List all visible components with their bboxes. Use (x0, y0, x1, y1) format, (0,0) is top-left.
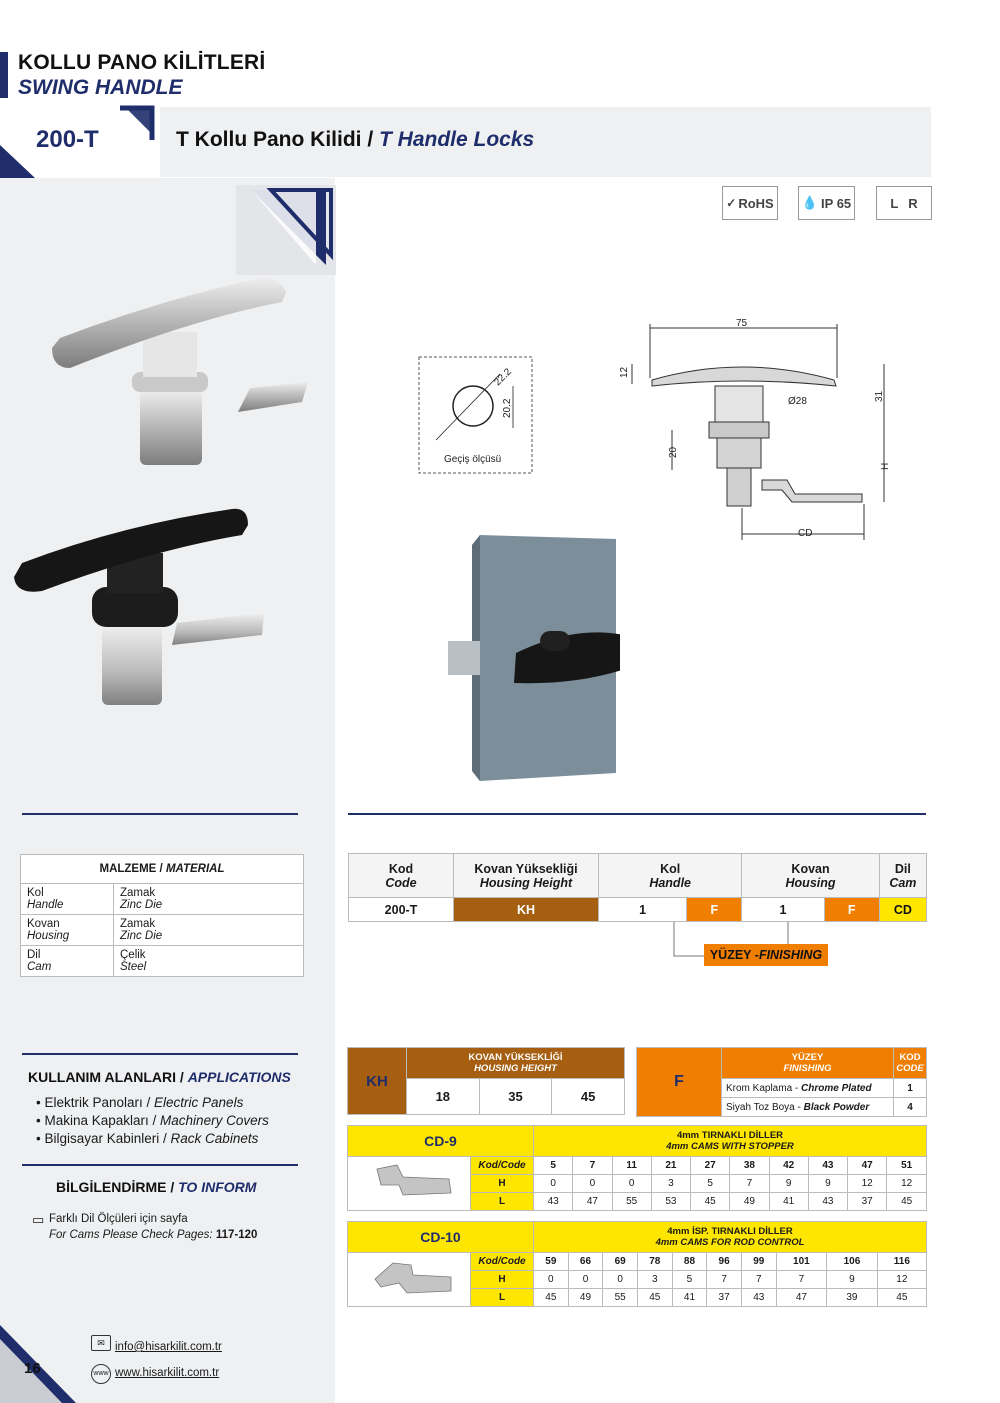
cd9-l: 41 (769, 1193, 808, 1211)
housing-num: 1 (742, 898, 824, 922)
cd10-table (347, 1221, 927, 1307)
cutout-drawing (418, 356, 533, 474)
dim-12: 12 (619, 366, 630, 378)
cd10-l: 39 (827, 1289, 878, 1307)
cd10-l: 47 (776, 1289, 827, 1307)
cd9-code: 27 (691, 1157, 730, 1175)
handle-num: 1 (599, 898, 687, 922)
f-header: YÜZEY FINISHING (722, 1048, 894, 1079)
cd9-cam-image (348, 1157, 471, 1211)
kh-label: KH (348, 1048, 407, 1115)
cd9-code: 42 (769, 1157, 808, 1175)
product-code: 200-T (36, 126, 99, 153)
cd9-l: 37 (848, 1193, 887, 1211)
housing-finish: F (824, 898, 879, 922)
applications-list (36, 1094, 269, 1148)
cd9-row-label: H (471, 1175, 534, 1193)
finishing-label: YÜZEY - FINISHING (704, 944, 828, 966)
housing-height-table (347, 1047, 625, 1115)
cd9-table (347, 1125, 927, 1211)
cd9-l: 55 (612, 1193, 651, 1211)
cd10-code: 69 (603, 1253, 638, 1271)
cd9-row-label: Kod/Code (471, 1157, 534, 1175)
cd9-l: 43 (808, 1193, 847, 1211)
cd10-l: 49 (568, 1289, 603, 1307)
cd10-h: 9 (827, 1271, 878, 1289)
col-header-housing-height: Kovan Yüksekliği Housing Height (454, 854, 599, 898)
cd9-l: 53 (651, 1193, 690, 1211)
cd9-h: 3 (651, 1175, 690, 1193)
material-row: Dil Cam Çelik Steel (21, 946, 304, 977)
cam-value: CD (879, 898, 926, 922)
page-number: 16 (24, 1360, 41, 1377)
ordering-code-table (348, 853, 927, 922)
kh-value: 18 (407, 1079, 480, 1115)
black-t-handle-image (12, 495, 272, 720)
cd10-h: 0 (568, 1271, 603, 1289)
mail-icon: ✉ (91, 1335, 111, 1351)
cutout-dim-2: 20.2 (502, 398, 513, 418)
product-title: T Kollu Pano Kilidi / T Handle Locks (176, 128, 535, 151)
cd9-h: 12 (848, 1175, 887, 1193)
left-separator-3 (22, 1164, 298, 1166)
cd10-h: 3 (637, 1271, 672, 1289)
panel-mounted-image (440, 535, 620, 785)
cd9-code: 5 (534, 1157, 573, 1175)
cd10-code: 116 (877, 1253, 926, 1271)
cd10-row-label: L (471, 1289, 534, 1307)
right-separator-1 (348, 813, 926, 815)
dim-h: H (880, 462, 891, 470)
cd9-h: 0 (573, 1175, 612, 1193)
cd9-l: 49 (730, 1193, 769, 1211)
cd10-row-label: H (471, 1271, 534, 1289)
cd9-l: 47 (573, 1193, 612, 1211)
f-label: F (637, 1048, 722, 1117)
cd10-l: 45 (534, 1289, 569, 1307)
finish-row: Siyah Toz Boya - Black Powder (722, 1098, 894, 1117)
cd9-code: 47 (848, 1157, 887, 1175)
cd9-header: 4mm TIRNAKLI DİLLER 4mm CAMS WITH STOPPER (534, 1126, 927, 1157)
finishing-table (636, 1047, 927, 1117)
cd10-l: 43 (741, 1289, 776, 1307)
cd10-code: 66 (568, 1253, 603, 1271)
cd9-code: 7 (573, 1157, 612, 1175)
inform-title: BİLGİLENDİRME / TO INFORM (56, 1179, 257, 1195)
email-link[interactable]: info@hisarkilit.com.tr (115, 1341, 222, 1353)
kh-value: 35 (479, 1079, 552, 1115)
cutout-label: Geçiş ölçüsü (444, 454, 502, 465)
cd9-code: 51 (887, 1157, 927, 1175)
material-header: MALZEME / MATERIAL (21, 855, 304, 884)
list-item: • Elektrik Panoları / Electric Panels (36, 1095, 244, 1110)
cd10-h: 5 (672, 1271, 707, 1289)
cd9-h: 5 (691, 1175, 730, 1193)
cd10-code: 99 (741, 1253, 776, 1271)
f-code-header: KOD CODE (894, 1048, 927, 1079)
finish-code: 1 (894, 1079, 927, 1098)
dim-20: 20 (668, 446, 679, 458)
image-corner-decoration (236, 185, 336, 275)
cd10-h: 7 (707, 1271, 742, 1289)
cd10-code: 59 (534, 1253, 569, 1271)
cd10-code: 96 (707, 1253, 742, 1271)
ip65-badge: 💧 IP 65 (798, 186, 855, 220)
cd9-h: 9 (808, 1175, 847, 1193)
cd10-h: 7 (741, 1271, 776, 1289)
kh-header: KOVAN YÜKSEKLİĞİ HOUSING HEIGHT (407, 1048, 625, 1079)
left-separator-1 (22, 813, 298, 815)
cd10-header: 4mm İSP. TIRNAKLI DİLLER 4mm CAMS FOR ROD CONTROL (534, 1222, 927, 1253)
cd10-l: 37 (707, 1289, 742, 1307)
col-header-housing: Kovan Housing (742, 854, 879, 898)
cd10-code: 101 (776, 1253, 827, 1271)
water-drop-icon: 💧 (801, 195, 819, 210)
cd9-l: 43 (534, 1193, 573, 1211)
website-link[interactable]: www.hisarkilit.com.tr (115, 1367, 220, 1379)
dim-28: Ø28 (788, 396, 807, 407)
list-item: • Bilgisayar Kabinleri / Rack Cabinets (36, 1131, 259, 1146)
lr-badge: L R (876, 186, 932, 220)
col-header-handle: Kol Handle (599, 854, 742, 898)
cd10-l: 45 (637, 1289, 672, 1307)
material-row: Kol Handle Zamak Zinc Die (21, 884, 304, 915)
cd10-l: 45 (877, 1289, 926, 1307)
cd9-code: 38 (730, 1157, 769, 1175)
col-header-code: Kod Code (349, 854, 454, 898)
cd9-code: 43 (808, 1157, 847, 1175)
cd9-h: 12 (887, 1175, 927, 1193)
kh-value: KH (454, 898, 599, 922)
cutout-dim-1: 22.2 (492, 366, 514, 389)
kh-value: 45 (552, 1079, 625, 1115)
cd9-h: 9 (769, 1175, 808, 1193)
chrome-t-handle-image (40, 270, 310, 475)
finish-row: Krom Kaplama - Chrome Plated (722, 1079, 894, 1098)
cd10-h: 12 (877, 1271, 926, 1289)
cd10-h: 7 (776, 1271, 827, 1289)
applications-title: KULLANIM ALANLARI / APPLICATIONS (28, 1069, 291, 1085)
cd9-h: 0 (534, 1175, 573, 1193)
dim-31: 31 (874, 390, 885, 402)
cd9-row-label: L (471, 1193, 534, 1211)
dim-75: 75 (736, 318, 748, 329)
cd10-cam-image (348, 1253, 471, 1307)
left-separator-2 (22, 1053, 298, 1055)
col-header-cam: Dil Cam (879, 854, 926, 898)
cd10-label: CD-10 (348, 1222, 534, 1253)
cd10-h: 0 (603, 1271, 638, 1289)
dim-cd: CD (798, 528, 813, 539)
document-icon: ▭ (32, 1212, 45, 1227)
category-title-en: SWING HANDLE (18, 76, 183, 99)
cd9-code: 21 (651, 1157, 690, 1175)
title-accent-bar (0, 52, 8, 98)
cd10-h: 0 (534, 1271, 569, 1289)
material-row: Kovan Housing Zamak Zinc Die (21, 915, 304, 946)
code-value: 200-T (349, 898, 454, 922)
cd10-l: 55 (603, 1289, 638, 1307)
cd9-l: 45 (887, 1193, 927, 1211)
cd9-code: 11 (612, 1157, 651, 1175)
cd9-l: 45 (691, 1193, 730, 1211)
cd9-label: CD-9 (348, 1126, 534, 1157)
category-title-tr: KOLLU PANO KİLİTLERİ (18, 51, 266, 74)
cd10-code: 88 (672, 1253, 707, 1271)
inform-text: Farklı Dil Ölçüleri için sayfa For Cams Please Check Pages: 117-120 (49, 1213, 258, 1241)
cd10-row-label: Kod/Code (471, 1253, 534, 1271)
cd10-l: 41 (672, 1289, 707, 1307)
globe-icon: www (91, 1364, 111, 1384)
material-table (20, 854, 304, 977)
finish-code: 4 (894, 1098, 927, 1117)
handle-finish: F (687, 898, 742, 922)
rohs-check-icon: ✓ (726, 196, 737, 210)
cd9-h: 7 (730, 1175, 769, 1193)
list-item: • Makina Kapakları / Machinery Covers (36, 1113, 269, 1128)
cd9-h: 0 (612, 1175, 651, 1193)
rohs-badge: ✓ RoHS (722, 186, 778, 220)
technical-drawing (612, 312, 897, 544)
cd10-code: 106 (827, 1253, 878, 1271)
cd10-code: 78 (637, 1253, 672, 1271)
